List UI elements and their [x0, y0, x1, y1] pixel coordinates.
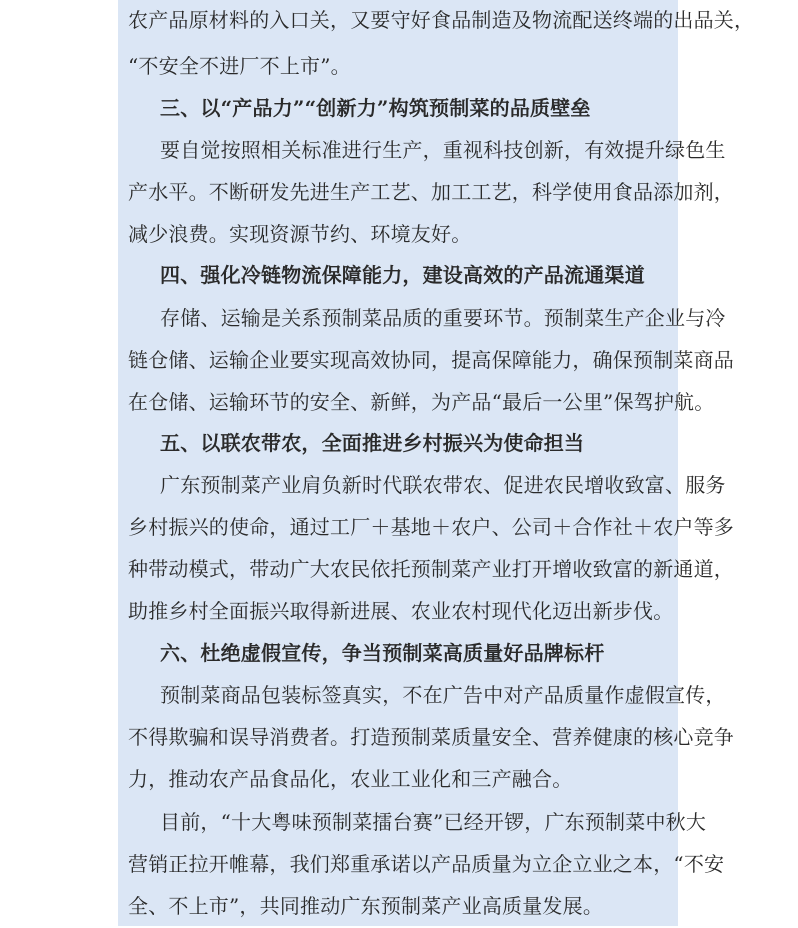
text-line: “不安全不进厂不上市”。	[128, 54, 351, 78]
text-line: 力，推动农产品食品化，农业工业化和三产融合。	[128, 767, 573, 791]
text-line: 种带动模式，带动广大农民依托预制菜产业打开增收致富的新通道，	[128, 557, 734, 581]
text-line: 全、不上市”，共同推动广东预制菜产业高质量发展。	[128, 894, 604, 918]
text-line: 不得欺骗和误导消费者。打造预制菜质量安全、营养健康的核心竞争	[128, 725, 734, 749]
text-line: 助推乡村全面振兴取得新进展、农业农村现代化迈出新步伐。	[128, 599, 674, 623]
section-heading: 四、强化冷链物流保障能力，建设高效的产品流通渠道	[160, 263, 645, 287]
text-line: 要自觉按照相关标准进行生产，重视科技创新，有效提升绿色生	[160, 138, 726, 162]
section-heading: 五、以联农带农，全面推进乡村振兴为使命担当	[160, 431, 585, 455]
text-line: 乡村振兴的使命，通过工厂＋基地＋农户、公司＋合作社＋农户等多	[128, 515, 734, 539]
text-line: 营销正拉开帷幕，我们郑重承诺以产品质量为立企立业之本，“不安	[128, 852, 725, 876]
text-line: 农产品原材料的入口关，又要守好食品制造及物流配送终端的出品关，	[128, 8, 755, 32]
text-line: 在仓储、运输环节的安全、新鲜，为产品“最后一公里”保驾护航。	[128, 390, 715, 414]
text-line: 存储、运输是关系预制菜品质的重要环节。预制菜生产企业与冷	[160, 306, 726, 330]
section-heading: 三、以“产品力”“创新力”构筑预制菜的品质壁垒	[160, 96, 591, 120]
text-line: 广东预制菜产业肩负新时代联农带农、促进农民增收致富、服务	[160, 473, 726, 497]
text-line: 链仓储、运输企业要实现高效协同，提高保障能力，确保预制菜商品	[128, 348, 734, 372]
text-line: 减少浪费。实现资源节约、环境友好。	[128, 222, 472, 246]
text-line: 产水平。不断研发先进生产工艺、加工工艺，科学使用食品添加剂，	[128, 180, 734, 204]
text-line: 目前，“十大粤味预制菜擂台赛”已经开锣，广东预制菜中秋大	[160, 810, 707, 834]
text-line: 预制菜商品包装标签真实，不在广告中对产品质量作虚假宣传，	[160, 683, 726, 707]
section-heading: 六、杜绝虚假宣传，争当预制菜高质量好品牌标杆	[160, 641, 605, 665]
document-page	[118, 0, 755, 926]
